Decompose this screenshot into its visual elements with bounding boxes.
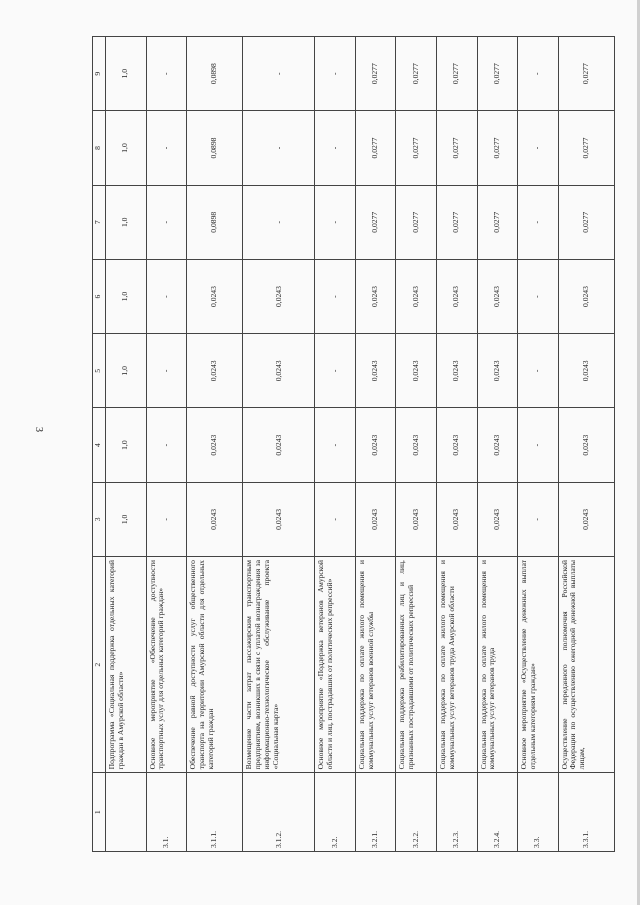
value-cell: - xyxy=(146,334,187,408)
row-code: 3.2. xyxy=(315,773,356,852)
column-header: 5 xyxy=(93,334,106,408)
value-cell: - xyxy=(315,259,356,333)
value-cell: 0,0243 xyxy=(477,408,518,482)
value-cell: 0,0243 xyxy=(558,408,614,482)
row-code: 3.3.1. xyxy=(558,773,614,852)
table-row xyxy=(437,37,478,852)
table-row xyxy=(315,37,356,852)
row-code: 3.2.1. xyxy=(355,773,396,852)
value-cell: - xyxy=(146,185,187,259)
value-cell: - xyxy=(146,37,187,111)
row-description: Основное мероприятие «Обеспечение доступности транспортных услуг для отдельных категорий граждан» xyxy=(146,557,187,773)
row-code: 3.3. xyxy=(518,773,559,852)
value-cell: 0,0243 xyxy=(477,334,518,408)
value-cell: 1,0 xyxy=(106,482,147,556)
value-cell: 0,0243 xyxy=(355,334,396,408)
value-cell: 0,0243 xyxy=(558,482,614,556)
value-cell: 0,0243 xyxy=(187,482,243,556)
table-row xyxy=(355,37,396,852)
value-cell: 1,0 xyxy=(106,259,147,333)
value-cell: 0,0243 xyxy=(243,334,315,408)
table-row xyxy=(396,37,437,852)
value-cell: 0,0243 xyxy=(437,408,478,482)
value-cell: 1,0 xyxy=(106,185,147,259)
value-cell: 0,0243 xyxy=(355,482,396,556)
value-cell: 0,0277 xyxy=(558,185,614,259)
value-cell: 0,0243 xyxy=(396,259,437,333)
value-cell: 1,0 xyxy=(106,111,147,185)
indicator-table xyxy=(92,36,615,852)
column-header: 8 xyxy=(93,111,106,185)
table-row xyxy=(518,37,559,852)
row-description: Основное мероприятие «Поддержка ветеранов Амурской области и лиц, пострадавших от политических репрессий» xyxy=(315,557,356,773)
value-cell: 0,0243 xyxy=(187,334,243,408)
row-code: 3.2.4. xyxy=(477,773,518,852)
value-cell: - xyxy=(146,408,187,482)
value-cell: 1,0 xyxy=(106,37,147,111)
value-cell: 0,0243 xyxy=(396,334,437,408)
column-header: 9 xyxy=(93,37,106,111)
value-cell: - xyxy=(243,37,315,111)
value-cell: 0,0277 xyxy=(355,37,396,111)
row-description: Социальная поддержка по оплате жилого помещения и коммунальных услуг ветеранов военной службы xyxy=(355,557,396,773)
value-cell: 0,0277 xyxy=(355,185,396,259)
row-description: Подпрограмма «Социальная поддержка отдельных категорий граждан в Амурской области» xyxy=(106,557,147,773)
value-cell: - xyxy=(518,408,559,482)
page-number: 3 xyxy=(33,427,44,432)
row-description: Социальная поддержка реабилитированных лиц и лиц, признанных пострадавшими от политических репрессий xyxy=(396,557,437,773)
value-cell: 0,0277 xyxy=(558,111,614,185)
value-cell: 0,0277 xyxy=(477,185,518,259)
value-cell: - xyxy=(518,111,559,185)
value-cell: - xyxy=(146,482,187,556)
value-cell: - xyxy=(315,37,356,111)
value-cell: - xyxy=(315,111,356,185)
value-cell: - xyxy=(315,334,356,408)
table-row xyxy=(477,37,518,852)
column-header: 3 xyxy=(93,482,106,556)
row-code: 3.2.3. xyxy=(437,773,478,852)
value-cell: 0,0277 xyxy=(396,37,437,111)
value-cell: 0,0243 xyxy=(187,408,243,482)
row-description: Социальная поддержка по оплате жилого помещения и коммунальных услуг ветеранов труда Амурской области xyxy=(437,557,478,773)
value-cell: 0,0277 xyxy=(355,111,396,185)
value-cell: 0,0243 xyxy=(187,259,243,333)
value-cell: 0,0277 xyxy=(477,37,518,111)
table-row xyxy=(243,37,315,852)
value-cell: 0,0277 xyxy=(558,37,614,111)
value-cell: 0,0243 xyxy=(558,259,614,333)
column-header: 2 xyxy=(93,557,106,773)
value-cell: 0,0277 xyxy=(437,37,478,111)
value-cell: 0,0277 xyxy=(477,111,518,185)
value-cell: 0,0243 xyxy=(437,334,478,408)
value-cell: 0,0243 xyxy=(437,259,478,333)
value-cell: 0,0243 xyxy=(396,408,437,482)
value-cell: - xyxy=(146,259,187,333)
value-cell: - xyxy=(243,185,315,259)
row-description: Социальная поддержка по оплате жилого помещения и коммунальных услуг ветеранов труда xyxy=(477,557,518,773)
column-header: 7 xyxy=(93,185,106,259)
table-row xyxy=(558,37,614,852)
value-cell: 0,0277 xyxy=(396,185,437,259)
row-description: Возмещение части затрат пассажирским транспортным предприятиям, возникших в связи с уплатой вознаграждения за информационно-технологическое обслуживание проекта «Социальная карта» xyxy=(243,557,315,773)
value-cell: 0,0243 xyxy=(243,259,315,333)
row-description: Осуществление переданного полномочия Российской Федерации по осуществлению ежегодной денежной выплаты лицам, xyxy=(558,557,614,773)
value-cell: 0,0243 xyxy=(437,482,478,556)
column-header: 6 xyxy=(93,259,106,333)
value-cell: 0,0277 xyxy=(396,111,437,185)
row-code xyxy=(106,773,147,852)
value-cell: - xyxy=(518,37,559,111)
row-code: 3.2.2. xyxy=(396,773,437,852)
header-row xyxy=(93,37,106,852)
row-code: 3.1. xyxy=(146,773,187,852)
value-cell: - xyxy=(518,259,559,333)
value-cell: - xyxy=(243,111,315,185)
value-cell: - xyxy=(518,334,559,408)
value-cell: 0,0243 xyxy=(243,482,315,556)
value-cell: 0,0898 xyxy=(187,185,243,259)
column-header: 4 xyxy=(93,408,106,482)
value-cell: 0,0898 xyxy=(187,111,243,185)
table-row xyxy=(146,37,187,852)
value-cell: 0,0243 xyxy=(558,334,614,408)
value-cell: - xyxy=(146,111,187,185)
row-description: Обеспечение равной доступности услуг общественного транспорта на территории Амурской области для отдельных категорий граждан xyxy=(187,557,243,773)
value-cell: - xyxy=(518,482,559,556)
row-description: Основное мероприятие «Осуществление денежных выплат отдельным категориям граждан» xyxy=(518,557,559,773)
value-cell: 0,0243 xyxy=(477,259,518,333)
value-cell: 0,0243 xyxy=(477,482,518,556)
value-cell: 0,0243 xyxy=(355,408,396,482)
row-code: 3.1.1. xyxy=(187,773,243,852)
value-cell: 0,0243 xyxy=(396,482,437,556)
value-cell: 0,0277 xyxy=(437,185,478,259)
value-cell: 0,0898 xyxy=(187,37,243,111)
value-cell: 1,0 xyxy=(106,334,147,408)
table-row xyxy=(187,37,243,852)
table-row xyxy=(106,37,147,852)
row-code: 3.1.2. xyxy=(243,773,315,852)
value-cell: 0,0243 xyxy=(355,259,396,333)
column-header: 1 xyxy=(93,773,106,852)
value-cell: 0,0277 xyxy=(437,111,478,185)
value-cell: - xyxy=(315,482,356,556)
rotated-table-container xyxy=(92,36,615,852)
value-cell: - xyxy=(315,408,356,482)
value-cell: - xyxy=(315,185,356,259)
value-cell: 1,0 xyxy=(106,408,147,482)
value-cell: - xyxy=(518,185,559,259)
value-cell: 0,0243 xyxy=(243,408,315,482)
